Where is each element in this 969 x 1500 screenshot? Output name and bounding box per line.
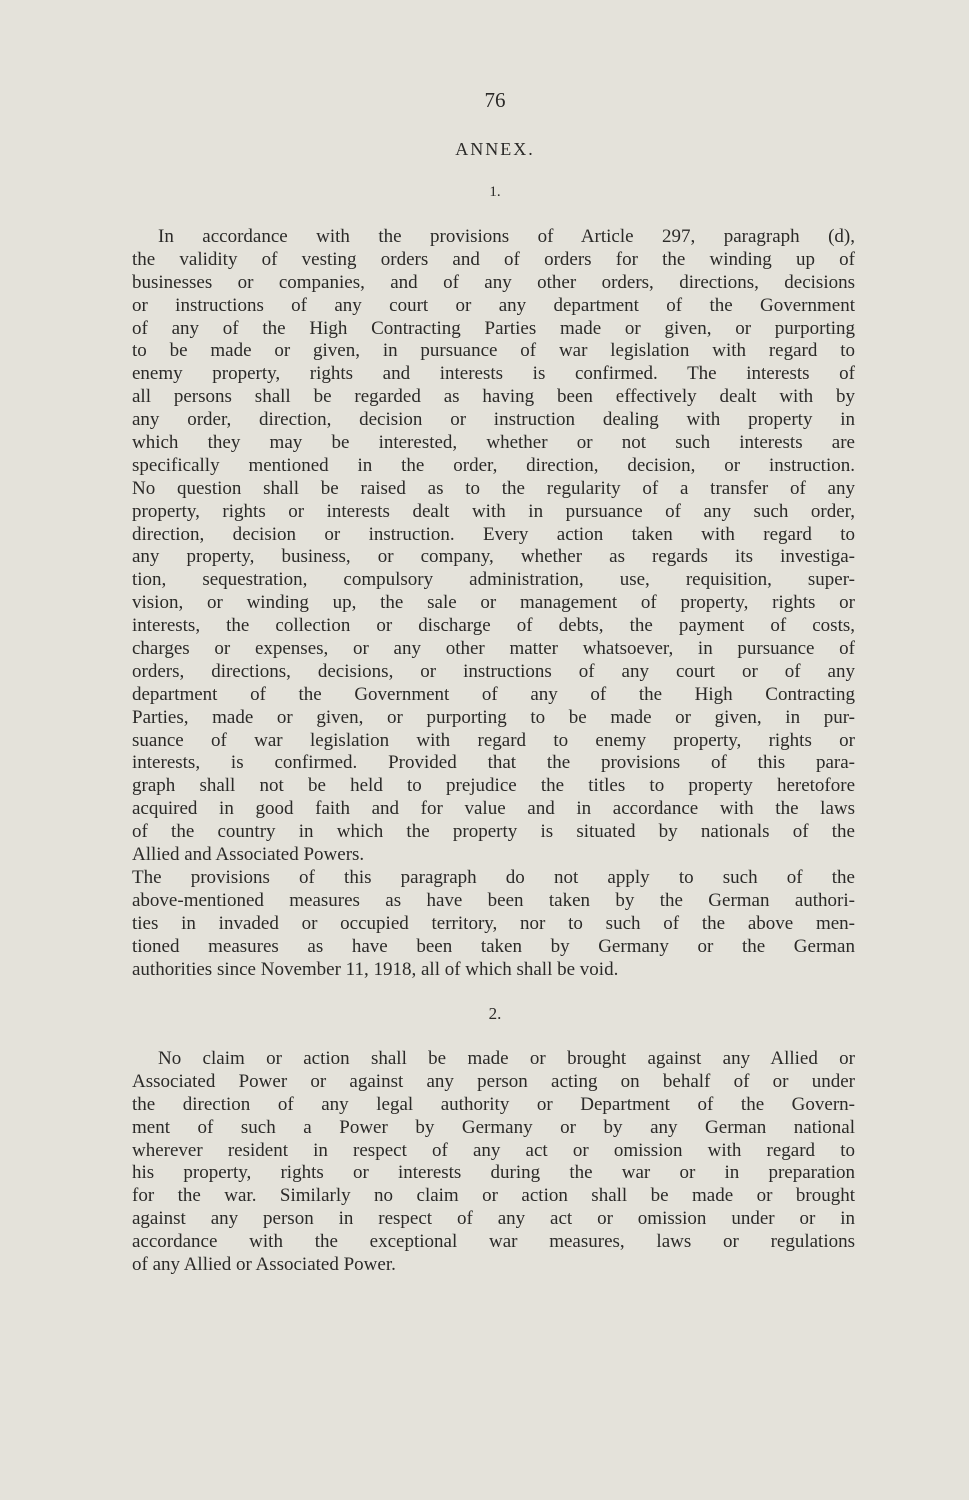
text-line: or instructions of any court or any department of the Government bbox=[132, 294, 855, 316]
section-2-number: 2. bbox=[488, 1004, 502, 1023]
text-line: No question shall be raised as to the regularity of a transfer of any bbox=[132, 477, 855, 499]
text-line: Associated Power or against any person acting on behalf of or under bbox=[132, 1070, 855, 1092]
text-line: any property, business, or company, whether as regards its investiga- bbox=[132, 546, 855, 568]
text-line: to be made or given, in pursuance of war legislation with regard to bbox=[132, 340, 855, 362]
text-line: graph shall not be held to prejudice the titles to property heretofore bbox=[132, 775, 855, 797]
text-line: suance of war legislation with regard to enemy property, rights or bbox=[132, 729, 855, 751]
text-line: his property, rights or interests during the war or in preparation bbox=[132, 1162, 855, 1184]
text-line: interests, is confirmed. Provided that the provisions of this para- bbox=[132, 752, 855, 774]
text-line: No claim or action shall be made or brought against any Allied or bbox=[158, 1048, 855, 1069]
text-line: vision, or winding up, the sale or management of property, rights or bbox=[132, 592, 855, 614]
text-line: businesses or companies, and of any other orders, directions, decisions bbox=[132, 271, 855, 293]
text-line: direction, decision or instruction. Every action taken with regard to bbox=[132, 523, 855, 545]
text-line: acquired in good faith and for value and in accordance with the laws bbox=[132, 798, 855, 820]
text-line: department of the Government of any of the High Contracting bbox=[132, 683, 855, 705]
section-1-number: 1. bbox=[489, 184, 501, 200]
text-line: above-mentioned measures as have been taken by the German authori- bbox=[132, 889, 855, 911]
text-line: tion, sequestration, compulsory administration, use, requisition, super- bbox=[132, 569, 855, 591]
text-line: ties in invaded or occupied territory, nor to such of the above men- bbox=[132, 912, 855, 934]
text-line: for the war. Similarly no claim or action shall be made or brought bbox=[132, 1185, 855, 1207]
text-line: The provisions of this paragraph do not apply to such of the bbox=[132, 866, 855, 888]
text-line: any order, direction, decision or instruction dealing with property in bbox=[132, 409, 855, 431]
text-line: specifically mentioned in the order, direction, decision, or instruction. bbox=[132, 454, 855, 476]
text-line: of the country in which the property is situated by nationals of the bbox=[132, 821, 855, 843]
page-number: 76 bbox=[484, 88, 506, 112]
text-line: the direction of any legal authority or Department of the Govern- bbox=[132, 1093, 855, 1115]
text-line: against any person in respect of any act or omission under or in bbox=[132, 1208, 855, 1230]
text-line: of any of the High Contracting Parties made or given, or purporting bbox=[132, 317, 855, 339]
section-1-body bbox=[132, 226, 855, 981]
text-line: orders, directions, decisions, or instructions of any court or of any bbox=[132, 660, 855, 682]
text-line: Allied and Associated Powers. bbox=[132, 844, 365, 866]
text-line: In accordance with the provisions of Article 297, paragraph (d), bbox=[158, 226, 855, 247]
text-line: authorities since November 11, 1918, all of which shall be void. bbox=[132, 958, 619, 980]
text-line: tioned measures as have been taken by Germany or the German bbox=[132, 935, 855, 957]
section-2-body bbox=[132, 1048, 855, 1277]
annex-title: ANNEX. bbox=[455, 139, 535, 159]
text-line: all persons shall be regarded as having been effectively dealt with by bbox=[132, 386, 855, 408]
text-line: wherever resident in respect of any act or omission with regard to bbox=[132, 1139, 855, 1161]
text-line: which they may be interested, whether or not such interests are bbox=[132, 432, 855, 454]
text-line: charges or expenses, or any other matter whatsoever, in pursuance of bbox=[132, 638, 855, 660]
text-line: Parties, made or given, or purporting to be made or given, in pur- bbox=[132, 706, 855, 728]
text-line: enemy property, rights and interests is confirmed. The interests of bbox=[132, 363, 855, 385]
text-line: property, rights or interests dealt with in pursuance of any such order, bbox=[132, 500, 855, 522]
text-line: of any Allied or Associated Power. bbox=[132, 1254, 396, 1276]
text-line: interests, the collection or discharge of debts, the payment of costs, bbox=[132, 615, 855, 637]
text-line: ment of such a Power by Germany or by any German national bbox=[132, 1116, 855, 1138]
text-line: accordance with the exceptional war measures, laws or regulations bbox=[132, 1231, 855, 1253]
text-line: the validity of vesting orders and of orders for the winding up of bbox=[132, 248, 855, 270]
